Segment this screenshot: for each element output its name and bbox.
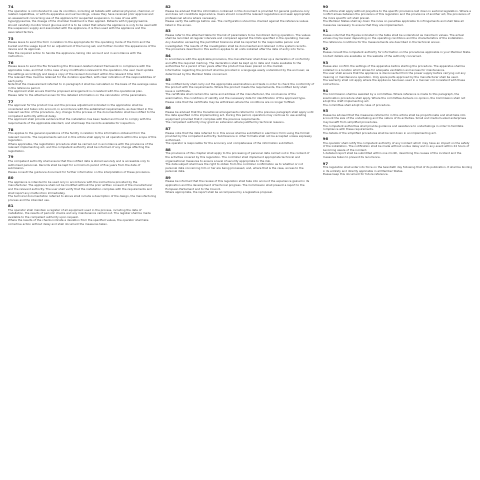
document-section xyxy=(323,47,472,59)
section-paragraph: Please be advised that the information contained in this document is provided for general guidance only and does not constitute legal advice. Users should consult the relevant regulations and seek appropriate professional advice where necessary. xyxy=(165,8,310,20)
section-paragraph: The competent authority shall ensure that the notified data is stored securely and is accessible only to authorised personnel. Records shall be kept for a minimum period of five years from the date of submission. xyxy=(8,158,150,171)
section-number: 81 xyxy=(8,203,14,209)
section-paragraph: Information regarding the product shall be provided in a language easily understood by the end user, as determined by the Member State concerned. xyxy=(165,67,310,76)
document-section xyxy=(165,148,314,174)
section-number: 92 xyxy=(322,45,329,51)
section-paragraph: The applicant shall ensure that the proposed arrangement is consistent with the operational plan. xyxy=(8,89,143,94)
section-number: 97 xyxy=(322,160,329,166)
section-paragraph: Please be informed that the review of this regulation shall take into account the experience gained in its application and the development of technical progress. The Commission shall present a report to the European Parliament and to the Council. xyxy=(165,179,310,191)
section-number: 84 xyxy=(165,52,171,58)
section-paragraph: The operator shall notify the competent authority of any incident which may have an impact on the safety of the installation. The notification shall be made without undue delay and in any event within 24 hours of becoming aware of the incident. xyxy=(322,140,470,152)
section-paragraph: The Commission shall be assisted by a committee. Where reference is made to this paragraph, the examination procedure shall apply. Where the committee delivers no opinion, the Commission shall not adopt the draft implementing act. xyxy=(322,92,466,104)
section-paragraph: Where applicable, the registration procedure shall be carried out in accordance with the provisions of the relevant implementing act, and the competent authority shall be informed of any change affecting the registration. xyxy=(8,141,154,153)
document-section xyxy=(8,155,157,174)
document-section xyxy=(165,106,314,125)
section-number: 89 xyxy=(165,174,171,180)
document-section xyxy=(8,204,157,226)
section-number: 79 xyxy=(8,154,14,160)
section-number: 93 xyxy=(322,59,329,65)
section-paragraph: The provisions of this chapter shall apply to the processing of personal data carried out in the context of the activities covered by this regulation. The controller shall implement appropriate technical and organisational measures to ensure a level of security appropriate to the risk. xyxy=(165,151,310,163)
column-3 xyxy=(323,5,472,476)
section-paragraph: Please verify the settings before use. The configuration should be checked against the reference values listed in the annex. xyxy=(165,19,309,27)
section-paragraph: This applies to the general operations of the facility in relation to the information obtained from the relevant records. The requirements set out in this article shall apply to all operators within the scope of this regulation. xyxy=(8,131,157,143)
section-number: 80 xyxy=(8,175,14,181)
document-section xyxy=(8,100,157,126)
document-section xyxy=(323,89,472,108)
section-number: 96 xyxy=(322,136,329,142)
section-paragraph: The notified body shall carry out the appropriate examinations and tests in order to check the conformity of the product with the requirements. Where the product meets the requirements, the notified body shall issue a certificate. xyxy=(165,81,315,93)
section-number: 76 xyxy=(8,59,14,65)
section-paragraph: This regulation shall enter into force on the twentieth day following that of its publication. It shall be binding in its entirety and directly applicable in all Member States. xyxy=(322,165,472,173)
section-paragraph: In accordance with the applicable provisions, the manufacturer shall draw up a declaration of conformity and affix the required marking. The declaration shall be kept up to date and made available to the authorities for a period of ten years after the product has been placed on the market. xyxy=(165,57,310,69)
document-section xyxy=(165,127,314,146)
document-section xyxy=(8,128,157,154)
section-number: 75 xyxy=(8,35,14,41)
section-paragraph: The procedure described in this section applies to all units installed after the date of entry into force. xyxy=(165,47,305,52)
document-section xyxy=(323,109,472,135)
document-section xyxy=(165,54,314,76)
section-paragraph: The competent authorities shall provide guidance and assistance to undertakings in order to facilitate compliance with these requirements. xyxy=(322,123,464,132)
section-paragraph: The committee shall adopt its rules of procedure. xyxy=(322,102,391,107)
section-paragraph: The relevant files must be retained for the duration specified, with clear indication of the responsibilities of each party. xyxy=(8,75,156,83)
section-number: 82 xyxy=(165,5,171,9)
section-paragraph: Please leave to send the file forwarding the Processor-related shared framework in compliance with the applicable rules, and that in the case of any modification relevant to the operation, the user must update the settings accordingly and keep a copy of the revised document within the relevant time limit. xyxy=(8,64,154,76)
column-1 xyxy=(8,5,157,476)
section-number: 91 xyxy=(322,28,329,34)
section-paragraph: The user shall ensure that the appliance is disconnected from the power supply before carrying out any cleaning or maintenance operation. Only spare parts approved by the manufacturer shall be used. xyxy=(322,71,466,79)
section-paragraph: Please be advised that the measures referred to in this article shall be proportionate and shall take into account the size of the undertaking and the nature of its activities. Small and medium-sized enterprises may benefit from simplified procedures. xyxy=(322,112,467,124)
section-paragraph: Please be advised that the transitional arrangements referred to in the previous paragraph shall apply until the date specified in the implementing act. During this period, operators may continue to use existing equipment provided that it complies with the previous requirements. xyxy=(165,109,314,121)
section-paragraph: Please consult the competent authority for information on the procedures applicable in your Member State. Contact details are available on the website of the authority concerned. xyxy=(322,50,471,58)
section-paragraph: This article shall apply without prejudice to the specific provisions laid down in sectoral legislation. Where a conflict arises between the provisions of this regulation and the provisions of another act, the provisions of the more specific act shall prevail. xyxy=(322,8,471,20)
section-paragraph: The operator is responsible for the accuracy and completeness of the information submitted. xyxy=(165,141,294,146)
section-paragraph: Please consult the guidance document for further information on the interpretation of these provisions. xyxy=(8,169,151,174)
column-2 xyxy=(165,5,314,476)
document-section xyxy=(8,37,157,59)
section-number: 95 xyxy=(322,108,329,114)
section-paragraph: The technical documentation referred to above shall include a description of the design, the manufacturing process and the intended use. xyxy=(8,194,157,202)
section-number: 86 xyxy=(165,105,171,111)
document-section xyxy=(323,29,472,44)
section-paragraph: The applicant shall provide evidence that the installation has been tested and found to comply with the requirements of the applicable standard, and shall keep the records available for inspection. xyxy=(8,117,151,125)
section-paragraph: Please also confirm the settings of the apparatus before starting the procedure. The apparatus shall be installed in a location which allows for adequate ventilation and access for maintenance. xyxy=(322,64,465,72)
section-paragraph: Please note that the figures indicated in the table shall be understood as maximum values. The actual values may be lower depending on the operating conditions and the characteristics of the installation. xyxy=(322,32,464,41)
document-section xyxy=(323,5,472,27)
section-paragraph: Please refer to the attached table for the list of parameters to be monitored during operation. The values shall be recorded at regular intervals and compared against the limits specified in the operating manual. xyxy=(165,32,311,41)
section-paragraph: The warranty shall not apply where the appliance has been used in a manner not consistent with these instructions. xyxy=(322,78,466,86)
section-number: 87 xyxy=(165,126,171,132)
section-paragraph: The competent authority may grant an extension where justified by technical reasons. xyxy=(165,120,285,125)
document-section xyxy=(323,162,472,177)
section-paragraph: Please note that the certificate may be withdrawn where the conditions are no longer fulfilled. xyxy=(165,99,296,104)
section-paragraph: Please keep this document for future reference. xyxy=(322,172,389,177)
section-number: 83 xyxy=(165,28,171,34)
document-section xyxy=(165,176,314,195)
document-section xyxy=(165,29,314,51)
section-number: 85 xyxy=(165,77,171,83)
document-section xyxy=(323,137,472,159)
section-number: 78 xyxy=(8,126,14,132)
section-paragraph: The data subject shall have the right to obtain from the controller confirmation as to whether or not personal data concerning him or her are being processed, and, where that is the case, access to the personal data. xyxy=(165,162,304,174)
section-paragraph: The certificate shall contain the name and address of the manufacturer, the conclusions of the examination, the conditions of validity and the necessary data for identification of the approved type. xyxy=(165,92,306,100)
section-number: 74 xyxy=(8,5,14,9)
document-section xyxy=(165,78,314,104)
section-paragraph: Please leave to send the form in relation to the appropriate for the operating mode of the form and the bucket and the usage liquid for an adjustment of the tuning set, and further monitor the appearance of the device and its approval. xyxy=(8,40,156,52)
document-section xyxy=(323,61,472,87)
section-paragraph: Please refer to the attached annex for the detailed information on the calculation of the parameters. xyxy=(8,92,147,97)
section-paragraph: Note that the measurement referred to in paragraph 2 shall be calculated on the basis of the average value in the reference period. xyxy=(8,82,157,90)
section-paragraph: The operation is not intended to use its condition, including all tablets with external physical, chemical, or related capabilities, or with its apparatus and surroundings, unless they have received prior approval and an assessment concerning use of the appliance for suspected suspension. In case of use with hyperglycaemia, the dosage of the chamber treatment is then applied. Patients with hyperglycaemia should carefully monitor blood glucose and it is to be noted that where the appliance is only to be used with the suspension supply and associated with the appliance, it is then used with the appliance and the associated factors. xyxy=(8,8,158,34)
section-number: 94 xyxy=(322,87,329,93)
section-paragraph: Please note that the data referred to in this annex shall be submitted in electronic form using the format provided by the competent authority. Submissions in other formats shall not be accepted unless expressly authorised. xyxy=(165,130,312,142)
section-number: 90 xyxy=(322,5,329,9)
section-paragraph: Where appropriate, the report shall be accompanied by a legislative proposal. xyxy=(165,190,273,195)
document-section xyxy=(8,61,157,97)
text-columns xyxy=(8,5,472,476)
section-paragraph: The operator shall maintain a register of all equipment used in the process, including the date of installation, the results of periodic checks and any maintenance carried out. The register shall be made available to the competent authority upon request. xyxy=(8,207,151,219)
section-paragraph: Where the results of the checks indicate a deviation from the specified values, the operator shall take corrective action without delay and shall document the measures taken. xyxy=(8,218,149,227)
section-paragraph: Take the required action to handle the appliance, taking into account and in accordance with the instruction. xyxy=(8,50,142,59)
section-number: 77 xyxy=(8,98,14,104)
section-paragraph: A detailed report shall be submitted within one month, describing the causes of the incident and the measures taken to prevent its recurrence. xyxy=(322,151,462,160)
document-section xyxy=(8,5,157,34)
document-section xyxy=(165,5,314,27)
section-paragraph: The reference conditions for the measurements are described in the technical annex. xyxy=(322,40,441,45)
section-paragraph: The details of the simplified procedures shall be laid down in an implementing act. xyxy=(322,130,437,135)
section-paragraph: The approval for the product line and the process adjustment indicated in the application shall be considered and taken into account, in accordance with the established requirements, as described in the relevant section of the procedure. Any change to the process or the documentation shall be notified to the competent authority without delay. xyxy=(8,103,156,118)
document-section xyxy=(8,176,157,202)
section-paragraph: The appliance is intended to be used only in accordance with the instructions provided by the manufacturer. The appliance shall not be modified without the prior written consent of the manufacturer and the relevant authority. The user shall verify that the installation complies with the requirements and shall report any malfunction immediately. xyxy=(8,179,153,195)
section-paragraph: The Member States shall lay down the rules on penalties applicable to infringements and shall take all measures necessary to ensure that they are implemented. xyxy=(322,19,464,27)
section-paragraph: Any deviation exceeding the permitted tolerance shall be reported to the responsible person and investigated. The results of the investigation shall be documented and retained in the system records. xyxy=(165,40,307,48)
section-number: 88 xyxy=(165,146,171,152)
